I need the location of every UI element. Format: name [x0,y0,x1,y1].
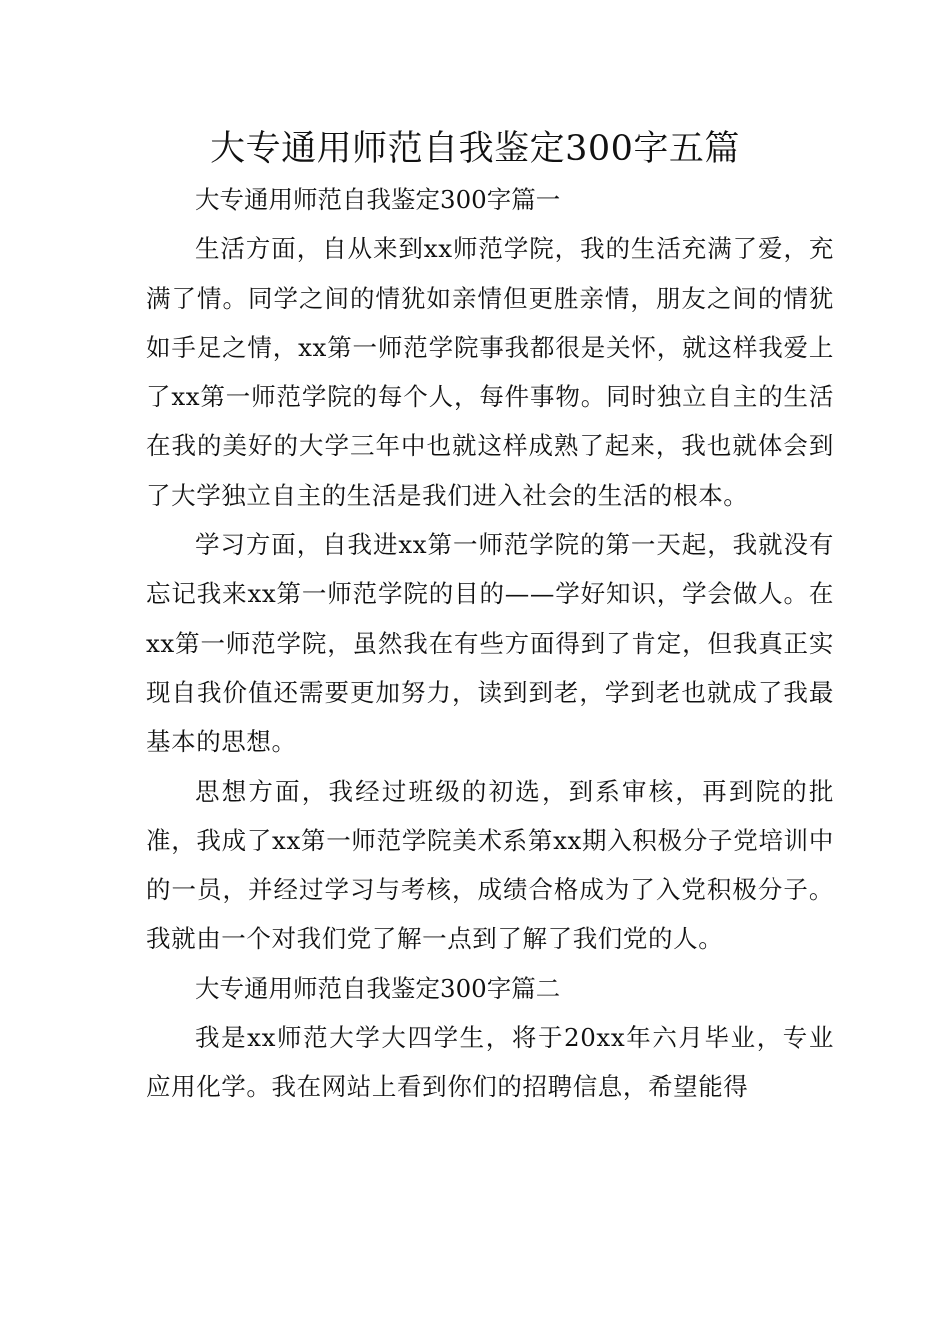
section-heading-1: 大专通用师范自我鉴定300字篇一 [195,185,561,214]
document-title: 大专通用师范自我鉴定300字五篇 [210,129,740,169]
paragraph-life: 生活方面，自从来到xx师范学院，我的生活充满了爱，充满了情。同学之间的情犹如亲情但更胜亲情，朋友之间的情犹如手足之情，xx第一师范学院事我都很是关怀，就这样我爱上了xx第一师范学院的每个人，每件事物。同时独立自主的生活在我的美好的大学三年中也就这样成熟了起来，我也就体会到了大学独立自主的生活是我们进入社会的生活的根本。 [146,234,834,510]
paragraph-thought: 思想方面，我经过班级的初选，到系审核，再到院的批准，我成了xx第一师范学院美术系第xx期入积极分子党培训中的一员，并经过学习与考核，成绩合格成为了入党积极分子。我就由一个对我们党了解一点到了解了我们党的人。 [146,776,834,954]
section-heading-2: 大专通用师范自我鉴定300字篇二 [195,973,561,1003]
paragraph-intro: 我是xx师范大学大四学生，将于20xx年六月毕业，专业应用化学。我在网站上看到你们的招聘信息，希望能得 [146,1023,834,1102]
document-body [146,175,834,1112]
paragraph-study: 学习方面，自我进xx第一师范学院的第一天起，我就没有忘记我来xx第一师范学院的目的——学好知识，学会做人。在xx第一师范学院，虽然我在有些方面得到了肯定，但我真正实现自我价值还需要更加努力，读到到老，学到老也就成了我最基本的思想。 [146,530,834,757]
